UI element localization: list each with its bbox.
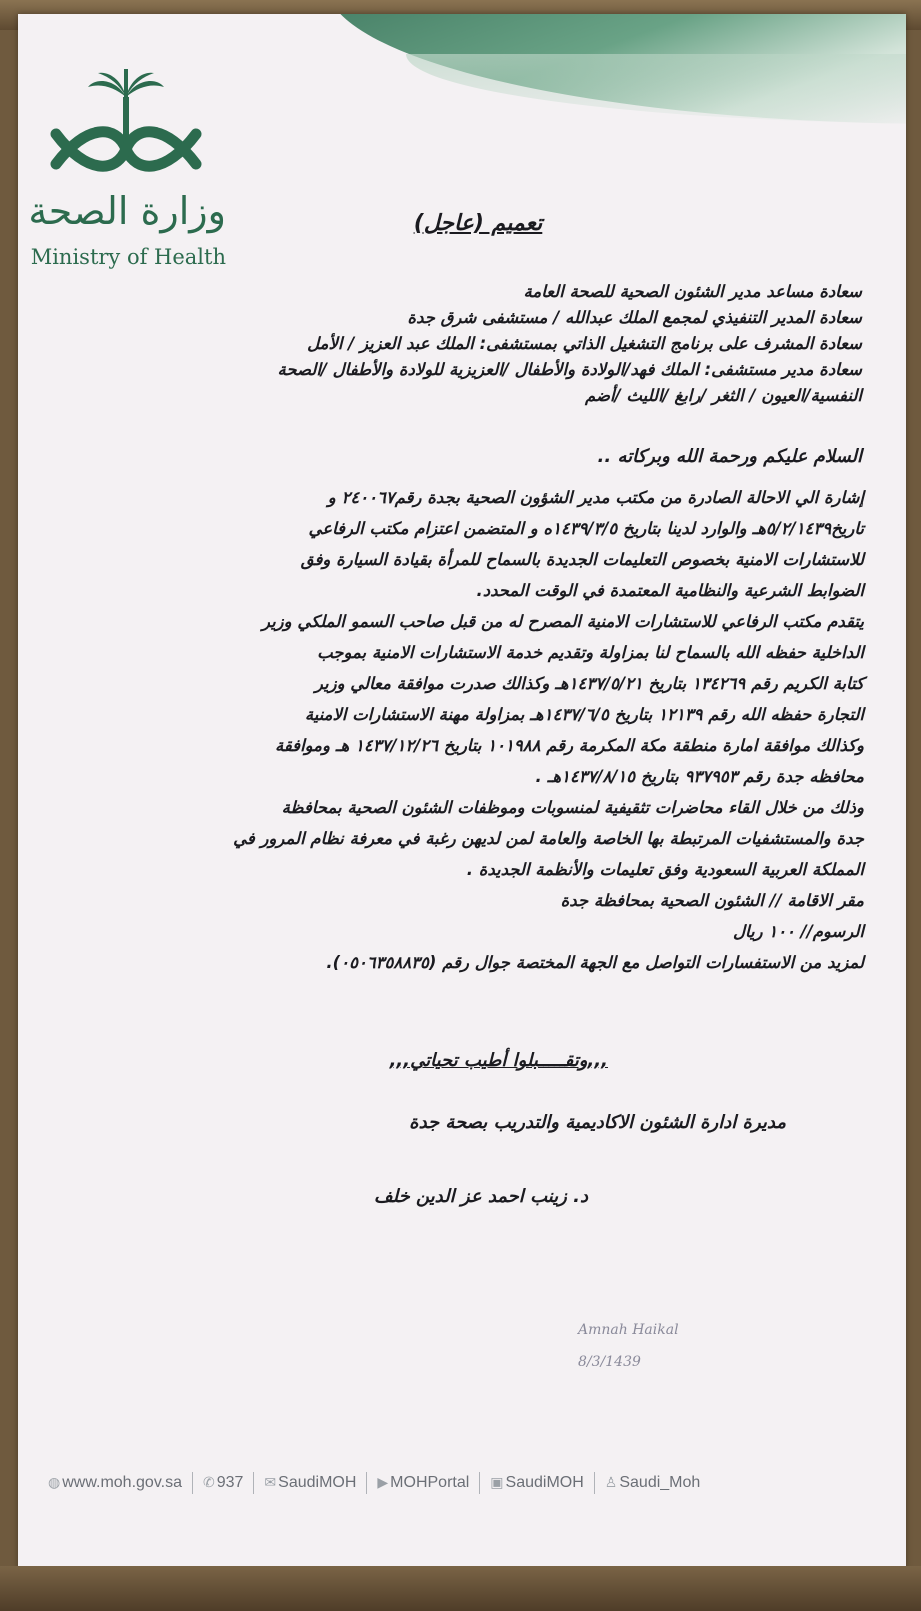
body-line: التجارة حفظه الله رقم ١٢١٣٩ بتاريخ ١٤٣٧/٦/٥هـ بمزاولة مهنة الاستشارات الامنية	[304, 705, 864, 724]
body-line: تاريخ٥/٢/١٤٣٩هـ والوارد لدينا بتاريخ ١٤٣٩/٣/٥ه و المتضمن اعتزام مكتب الرفاعي	[308, 519, 864, 538]
body-line: إشارة الي الاحالة الصادرة من مكتب مدير الشؤون الصحية بجدة رقم٢٤٠٠٦٧ و	[327, 488, 864, 507]
footer-snapchat: ♙ Saudi_Moh	[604, 1474, 701, 1491]
logo-english-text: Ministry of Health	[30, 245, 226, 269]
ministry-logo	[26, 69, 246, 269]
footer-divider	[253, 1472, 254, 1494]
body-line: لمزيد من الاستفسارات التواصل مع الجهة المختصة جوال رقم (٠٥٠٦٣٥٨٨٣٥).	[326, 953, 864, 972]
handwritten-date: 8/3/1439	[578, 1354, 641, 1370]
footer-divider	[192, 1472, 193, 1494]
addressee-line: سعادة المدير التنفيذي لمجمع الملك عبدالله / مستشفى شرق جدة	[407, 308, 862, 327]
body-line: محافظه جدة رقم ٩٣٧٩٥٣ بتاريخ ١٤٣٧/٨/١٥هـ .	[535, 767, 864, 786]
footer-facebook: ▣ SaudiMOH	[490, 1474, 584, 1491]
footer-website: ◍ www.moh.gov.sa	[48, 1474, 182, 1491]
footer-twitter: ✉ SaudiMOH	[264, 1474, 357, 1491]
body-line: مقر الاقامة // الشئون الصحية بمحافظة جدة	[560, 891, 864, 910]
letter-footer	[48, 1470, 906, 1496]
footer-divider	[479, 1472, 480, 1494]
globe-icon: ◍	[48, 1474, 61, 1490]
addressee-line: سعادة مدير مستشفى: الملك فهد/الولادة والأطفال /العزيزية للولادة والأطفال /الصحة	[277, 360, 862, 379]
logo-arabic-text: وزارة الصحة	[28, 189, 226, 233]
palm-swords-icon	[46, 69, 206, 184]
twitter-icon: ✉	[264, 1474, 277, 1490]
addressee-line: النفسية/العيون / الثغر /رابغ /الليث /أضم	[585, 386, 862, 405]
handwritten-note	[578, 1314, 778, 1378]
wood-background-bottom	[0, 1566, 921, 1611]
signatory-title: مديرة ادارة الشئون الاكاديمية والتدريب بصحة جدة	[409, 1112, 786, 1133]
body-line: يتقدم مكتب الرفاعي للاستشارات الامنية المصرح له من قبل صاحب السمو الملكي وزير	[261, 612, 864, 631]
youtube-icon: ▶	[377, 1474, 389, 1490]
body-line: كتابة الكريم رقم ١٣٤٢٦٩ بتاريخ ١٤٣٧/٥/٢١هـ وكذالك صدرت موافقة معالي وزير	[314, 674, 864, 693]
body-line: جدة والمستشفيات المرتبطة بها الخاصة والعامة لمن لديهن رغبة في معرفة نظام المرور في	[233, 829, 864, 848]
body-line: الرسوم// ١٠٠ ريال	[733, 922, 864, 941]
signatory-name: د. زينب احمد عز الدين خلف	[373, 1186, 588, 1207]
greeting: السلام عليكم ورحمة الله وبركاته ..	[597, 446, 862, 467]
footer-youtube: ▶ MOHPortal	[377, 1474, 470, 1491]
footer-divider	[594, 1472, 595, 1494]
addressee-line: سعادة مساعد مدير الشئون الصحية للصحة العامة	[523, 282, 862, 301]
body-line: المملكة العربية السعودية وفق تعليمات والأنظمة الجديدة .	[466, 860, 864, 879]
body-line: وذلك من خلال القاء محاضرات تثقيفية لمنسوبات وموظفات الشئون الصحية بمحافظة	[281, 798, 864, 817]
footer-phone: ✆ 937	[202, 1474, 244, 1491]
facebook-icon: ▣	[490, 1474, 504, 1490]
snapchat-icon: ♙	[604, 1474, 618, 1490]
document-title: تعميم (عاجل)	[413, 211, 543, 236]
body-line: وكذالك موافقة امارة منطقة مكة المكرمة رقم ١٠١٩٨٨ بتاريخ ١٤٣٧/١٢/٢٦ هـ وموافقة	[274, 736, 864, 755]
addressee-line: سعادة المشرف على برنامج التشغيل الذاتي بمستشفى: الملك عبد العزيز / الأمل	[307, 334, 862, 353]
handwritten-name: Amnah Haikal	[578, 1322, 679, 1338]
letter-page	[18, 14, 906, 1574]
letterhead-swoosh-light	[406, 54, 906, 124]
footer-divider	[366, 1472, 367, 1494]
phone-icon: ✆	[202, 1474, 215, 1490]
closing-line: ,,,وتقـــــبلوا أطيب تحياتي,,,	[389, 1050, 608, 1071]
body-line: الداخلية حفظه الله بالسماح لنا بمزاولة وتقديم خدمة الاستشارات الامنية بموجب	[317, 643, 864, 662]
body-line: الضوابط الشرعية والنظامية المعتمدة في الوقت المحدد.	[476, 581, 864, 600]
body-line: للاستشارات الامنية بخصوص التعليمات الجديدة بالسماح للمرأة بقيادة السيارة وفق	[300, 550, 864, 569]
